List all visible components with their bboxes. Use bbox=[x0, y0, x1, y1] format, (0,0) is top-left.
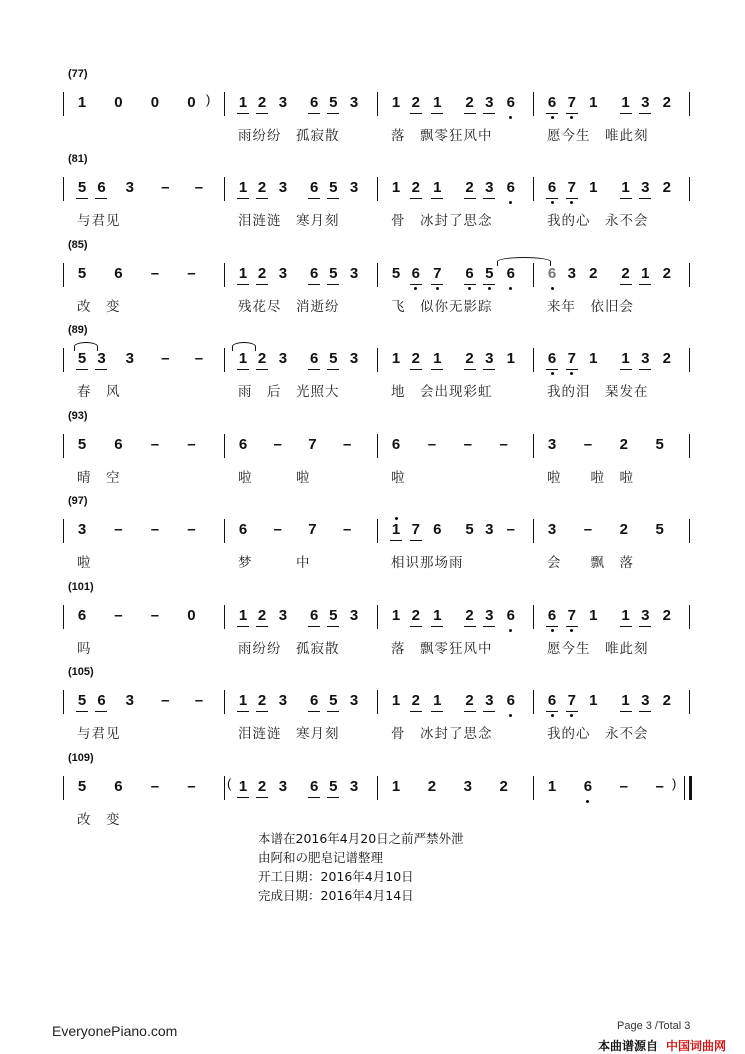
note: 1 bbox=[386, 521, 406, 538]
note: 1 bbox=[233, 692, 253, 709]
note: 2 bbox=[662, 94, 671, 111]
note: 2 bbox=[460, 692, 480, 709]
note: – bbox=[150, 778, 160, 795]
note: 2 bbox=[616, 265, 636, 282]
note: 5 bbox=[323, 692, 343, 709]
note: – bbox=[273, 521, 282, 538]
note: – bbox=[506, 521, 515, 538]
note: – bbox=[187, 521, 196, 538]
note: 5 bbox=[479, 265, 499, 282]
note: 3 bbox=[635, 350, 655, 367]
note: 2 bbox=[252, 179, 272, 196]
staff-system bbox=[0, 666, 745, 752]
staff-system bbox=[0, 752, 745, 838]
note: 1 bbox=[233, 350, 253, 367]
note: 2 bbox=[252, 265, 272, 282]
note: 2 bbox=[252, 692, 272, 709]
tie-slur bbox=[74, 342, 98, 351]
measure-number: (101) bbox=[68, 581, 94, 593]
barline bbox=[533, 605, 534, 629]
note: 0 bbox=[187, 607, 196, 624]
barline bbox=[63, 434, 64, 458]
barline bbox=[689, 519, 690, 543]
barline bbox=[689, 434, 690, 458]
note: 1 bbox=[427, 350, 447, 367]
note: 0 bbox=[150, 94, 160, 111]
note: 2 bbox=[460, 350, 480, 367]
note: 1 bbox=[589, 179, 598, 196]
barline bbox=[377, 690, 378, 714]
note: 6 bbox=[304, 778, 324, 795]
note: 5 bbox=[655, 436, 664, 453]
note: 6 bbox=[304, 94, 324, 111]
staff-system bbox=[0, 410, 745, 496]
note: 3 bbox=[278, 265, 288, 282]
barline bbox=[224, 690, 225, 714]
note: 3 bbox=[125, 179, 134, 196]
note: 6 bbox=[501, 692, 521, 709]
measure-number: (93) bbox=[68, 410, 88, 422]
note: 2 bbox=[662, 350, 671, 367]
barline bbox=[224, 177, 225, 201]
note: 2 bbox=[252, 778, 272, 795]
lyric-line: 我的心 永不会 bbox=[547, 213, 649, 229]
note: 3 bbox=[349, 265, 359, 282]
note: 5 bbox=[391, 265, 401, 282]
note: 3 bbox=[125, 350, 134, 367]
note: 3 bbox=[479, 607, 499, 624]
note-line-1: 本谱在2016年4月20日之前严禁外泄 bbox=[258, 831, 464, 846]
transcription-notes bbox=[258, 829, 464, 905]
note: 6 bbox=[114, 265, 123, 282]
staff-system bbox=[0, 153, 745, 239]
note-line-4: 完成日期：2016年4月14日 bbox=[258, 888, 414, 903]
note: – bbox=[150, 265, 160, 282]
note: 1 bbox=[233, 179, 253, 196]
note: 7 bbox=[562, 94, 582, 111]
lyric-line: 春 风 bbox=[77, 384, 121, 400]
note: 0 bbox=[187, 94, 196, 111]
lyric-line: 梦 中 bbox=[238, 555, 311, 571]
note: 5 bbox=[323, 350, 343, 367]
note: 6 bbox=[433, 521, 442, 538]
note: 2 bbox=[662, 265, 671, 282]
measure-number: (97) bbox=[68, 495, 88, 507]
note: 2 bbox=[460, 179, 480, 196]
tie-slur bbox=[497, 257, 551, 266]
lyric-line: 来年 依旧会 bbox=[547, 299, 634, 315]
footer-source-site: 中国词曲网 bbox=[666, 1039, 727, 1053]
note: 3 bbox=[567, 265, 576, 282]
note: 2 bbox=[589, 265, 598, 282]
note: 6 bbox=[501, 265, 521, 282]
lyric-line: 与君见 bbox=[77, 726, 121, 742]
lyric-line: 雨 后 光照大 bbox=[238, 384, 340, 400]
staff-system bbox=[0, 239, 745, 325]
lyric-line: 落 飘零狂风中 bbox=[391, 641, 493, 657]
barline bbox=[377, 434, 378, 458]
note: 6 bbox=[542, 350, 562, 367]
barline bbox=[533, 434, 534, 458]
lyric-line: 骨 冰封了思念 bbox=[391, 213, 493, 229]
barline bbox=[63, 605, 64, 629]
note: 6 bbox=[542, 265, 562, 282]
note: 6 bbox=[304, 350, 324, 367]
note: 3 bbox=[278, 778, 288, 795]
staff-system bbox=[0, 324, 745, 410]
note: – bbox=[161, 350, 170, 367]
lyric-line: 雨纷纷 孤寂散 bbox=[238, 128, 340, 144]
note: 3 bbox=[479, 179, 499, 196]
note: 3 bbox=[349, 692, 359, 709]
note: 1 bbox=[427, 179, 447, 196]
barline bbox=[533, 776, 534, 800]
barline bbox=[377, 92, 378, 116]
note: 2 bbox=[662, 692, 671, 709]
note: 3 bbox=[349, 350, 359, 367]
note: – bbox=[273, 436, 282, 453]
barline bbox=[377, 519, 378, 543]
barline bbox=[533, 690, 534, 714]
note: 3 bbox=[278, 692, 288, 709]
barline bbox=[224, 519, 225, 543]
note: – bbox=[114, 607, 123, 624]
note: – bbox=[342, 436, 352, 453]
lyric-line: 我的心 永不会 bbox=[547, 726, 649, 742]
note: 6 bbox=[542, 692, 562, 709]
note: 1 bbox=[589, 692, 598, 709]
note: 2 bbox=[427, 778, 437, 795]
note: 5 bbox=[72, 350, 92, 367]
lyric-line: 晴 空 bbox=[77, 470, 121, 486]
barline bbox=[224, 92, 225, 116]
note: 5 bbox=[323, 179, 343, 196]
lyric-line: 落 飘零狂风中 bbox=[391, 128, 493, 144]
barline bbox=[377, 177, 378, 201]
note: 1 bbox=[616, 607, 636, 624]
lyric-line: 残花尽 消逝纷 bbox=[238, 299, 340, 315]
staff-system bbox=[0, 68, 745, 154]
barline bbox=[63, 519, 64, 543]
barline bbox=[377, 348, 378, 372]
note: 7 bbox=[562, 350, 582, 367]
note: – bbox=[150, 521, 160, 538]
note: – bbox=[463, 436, 472, 453]
barline bbox=[533, 519, 534, 543]
lyric-line: 泪涟涟 寒月刻 bbox=[238, 213, 340, 229]
note: 3 bbox=[635, 607, 655, 624]
note: 3 bbox=[278, 607, 288, 624]
note: 1 bbox=[233, 94, 253, 111]
note: 6 bbox=[304, 179, 324, 196]
note: – bbox=[194, 692, 204, 709]
note: 7 bbox=[308, 436, 317, 453]
lyric-line: 泪涟涟 寒月刻 bbox=[238, 726, 340, 742]
barline bbox=[533, 263, 534, 287]
note: – bbox=[150, 607, 160, 624]
note-line-2: 由阿和の肥皂记谱整理 bbox=[258, 850, 384, 865]
note: 1 bbox=[547, 778, 557, 795]
note: 6 bbox=[238, 521, 248, 538]
barline bbox=[689, 177, 690, 201]
note: 1 bbox=[391, 778, 401, 795]
barline bbox=[533, 348, 534, 372]
note: 1 bbox=[616, 94, 636, 111]
note: 5 bbox=[72, 692, 92, 709]
note: 6 bbox=[501, 607, 521, 624]
note: 2 bbox=[499, 778, 508, 795]
note: 1 bbox=[616, 179, 636, 196]
note: 3 bbox=[125, 692, 134, 709]
note: – bbox=[619, 778, 628, 795]
footer-source-label: 本曲谱源自 bbox=[598, 1039, 659, 1053]
note: 2 bbox=[460, 94, 480, 111]
note: 6 bbox=[391, 436, 401, 453]
note: 2 bbox=[252, 94, 272, 111]
note: 2 bbox=[406, 179, 426, 196]
note: – bbox=[161, 692, 170, 709]
note: 3 bbox=[77, 521, 87, 538]
note: 0 bbox=[114, 94, 123, 111]
note: 3 bbox=[635, 179, 655, 196]
note: – bbox=[187, 265, 196, 282]
barline bbox=[689, 92, 690, 116]
note: 3 bbox=[547, 521, 557, 538]
note: 5 bbox=[77, 265, 87, 282]
note: – bbox=[194, 179, 204, 196]
barline bbox=[63, 92, 64, 116]
note: 5 bbox=[72, 179, 92, 196]
barline bbox=[533, 177, 534, 201]
note: 7 bbox=[427, 265, 447, 282]
note: 2 bbox=[252, 607, 272, 624]
barline bbox=[377, 776, 378, 800]
note: 6 bbox=[578, 778, 598, 795]
paren-close: ) bbox=[672, 776, 677, 791]
barline bbox=[224, 605, 225, 629]
footer-source bbox=[598, 1037, 726, 1054]
note: 6 bbox=[91, 179, 111, 196]
note: 6 bbox=[542, 179, 562, 196]
barline bbox=[224, 434, 225, 458]
note: 1 bbox=[391, 692, 401, 709]
barline bbox=[224, 776, 225, 800]
note: 1 bbox=[427, 692, 447, 709]
note: 1 bbox=[635, 265, 655, 282]
note: 5 bbox=[323, 265, 343, 282]
note: 7 bbox=[562, 179, 582, 196]
note: 1 bbox=[506, 350, 515, 367]
note: 5 bbox=[77, 778, 87, 795]
note: 7 bbox=[308, 521, 317, 538]
note: 2 bbox=[406, 692, 426, 709]
lyric-line: 愿今生 唯此刻 bbox=[547, 128, 649, 144]
barline bbox=[224, 263, 225, 287]
lyric-line: 地 会出现彩虹 bbox=[391, 384, 493, 400]
note: 3 bbox=[278, 94, 288, 111]
note: 1 bbox=[233, 607, 253, 624]
note: 3 bbox=[479, 350, 499, 367]
measure-number: (85) bbox=[68, 239, 88, 251]
note: 7 bbox=[562, 692, 582, 709]
note: 3 bbox=[479, 94, 499, 111]
note: 6 bbox=[304, 692, 324, 709]
note: 1 bbox=[427, 94, 447, 111]
paren-close: ) bbox=[206, 92, 211, 107]
note: 2 bbox=[619, 521, 628, 538]
lyric-line: 改 变 bbox=[77, 812, 121, 828]
measure-number: (105) bbox=[68, 666, 94, 678]
note: 5 bbox=[655, 521, 664, 538]
note: 3 bbox=[349, 607, 359, 624]
lyric-line: 啦 啦 bbox=[238, 470, 311, 486]
note: 1 bbox=[427, 607, 447, 624]
note: 1 bbox=[616, 350, 636, 367]
note: – bbox=[150, 436, 160, 453]
note: 5 bbox=[323, 94, 343, 111]
note: – bbox=[583, 436, 593, 453]
lyric-line: 啦 bbox=[391, 470, 406, 486]
barline bbox=[63, 177, 64, 201]
note: 3 bbox=[485, 521, 494, 538]
note: 6 bbox=[542, 607, 562, 624]
note: 1 bbox=[391, 94, 401, 111]
note: 2 bbox=[406, 94, 426, 111]
footer-page-number: Page 3 /Total 3 bbox=[617, 1020, 691, 1032]
note: – bbox=[161, 179, 170, 196]
staff-system bbox=[0, 495, 745, 581]
barline bbox=[63, 348, 64, 372]
note: 1 bbox=[391, 350, 401, 367]
note: – bbox=[655, 778, 664, 795]
note: 1 bbox=[233, 778, 253, 795]
lyric-line: 与君见 bbox=[77, 213, 121, 229]
note: 3 bbox=[349, 179, 359, 196]
note: 3 bbox=[635, 94, 655, 111]
barline bbox=[377, 263, 378, 287]
note: – bbox=[342, 521, 352, 538]
lyric-line: 啦 bbox=[77, 555, 92, 571]
barline bbox=[689, 690, 690, 714]
note: – bbox=[114, 521, 123, 538]
note: 7 bbox=[562, 607, 582, 624]
note: – bbox=[194, 350, 204, 367]
note: 6 bbox=[304, 607, 324, 624]
note: 1 bbox=[391, 607, 401, 624]
note: 6 bbox=[542, 94, 562, 111]
note: 1 bbox=[589, 607, 598, 624]
note: 6 bbox=[77, 607, 87, 624]
barline bbox=[689, 776, 692, 800]
barline bbox=[533, 92, 534, 116]
footer-site-name: EveryonePiano.com bbox=[52, 1023, 178, 1039]
note: – bbox=[187, 436, 196, 453]
lyric-line: 骨 冰封了思念 bbox=[391, 726, 493, 742]
lyric-line: 我的泪 琹发在 bbox=[547, 384, 649, 400]
note: 1 bbox=[77, 94, 87, 111]
note: – bbox=[427, 436, 437, 453]
barline bbox=[684, 776, 685, 800]
note: 6 bbox=[114, 436, 123, 453]
note: 6 bbox=[406, 265, 426, 282]
barline bbox=[63, 776, 64, 800]
lyric-line: 啦 啦 啦 bbox=[547, 470, 634, 486]
lyric-line: 愿今生 唯此刻 bbox=[547, 641, 649, 657]
note: 5 bbox=[465, 521, 474, 538]
note: 2 bbox=[619, 436, 628, 453]
barline bbox=[224, 348, 225, 372]
note: 1 bbox=[391, 179, 401, 196]
measure-number: (77) bbox=[68, 68, 88, 80]
note: 3 bbox=[91, 350, 111, 367]
note: 2 bbox=[406, 607, 426, 624]
note: 5 bbox=[323, 607, 343, 624]
note: 3 bbox=[349, 778, 359, 795]
note: 2 bbox=[460, 607, 480, 624]
note: 3 bbox=[479, 692, 499, 709]
note: 6 bbox=[91, 692, 111, 709]
note: 6 bbox=[114, 778, 123, 795]
note: 6 bbox=[501, 94, 521, 111]
note: 1 bbox=[616, 692, 636, 709]
lyric-line: 飞 似你无影踪 bbox=[391, 299, 493, 315]
note: 6 bbox=[304, 265, 324, 282]
note: 6 bbox=[501, 179, 521, 196]
staff-system bbox=[0, 581, 745, 667]
barline bbox=[63, 263, 64, 287]
note: 2 bbox=[406, 350, 426, 367]
note: 2 bbox=[252, 350, 272, 367]
barline bbox=[377, 605, 378, 629]
note: 1 bbox=[589, 94, 598, 111]
lyric-line: 会 飘 落 bbox=[547, 555, 634, 571]
note: 6 bbox=[460, 265, 480, 282]
note: – bbox=[583, 521, 593, 538]
note: 3 bbox=[547, 436, 557, 453]
tie-slur bbox=[232, 342, 256, 351]
note: 2 bbox=[662, 179, 671, 196]
note: 7 bbox=[406, 521, 426, 538]
note: 5 bbox=[77, 436, 87, 453]
note-line-3: 开工日期：2016年4月10日 bbox=[258, 869, 414, 884]
lyric-line: 雨纷纷 孤寂散 bbox=[238, 641, 340, 657]
note: 3 bbox=[349, 94, 359, 111]
note: 5 bbox=[323, 778, 343, 795]
note: 3 bbox=[463, 778, 472, 795]
lyric-line: 改 变 bbox=[77, 299, 121, 315]
note: 3 bbox=[278, 179, 288, 196]
note: 1 bbox=[233, 265, 253, 282]
note: 2 bbox=[662, 607, 671, 624]
measure-number: (81) bbox=[68, 153, 88, 165]
barline bbox=[689, 348, 690, 372]
lyric-line: 吗 bbox=[77, 641, 92, 657]
lyric-line: 相识那场雨 bbox=[391, 555, 464, 571]
note: 6 bbox=[238, 436, 248, 453]
note: – bbox=[187, 778, 196, 795]
note: 1 bbox=[589, 350, 598, 367]
measure-number: (89) bbox=[68, 324, 88, 336]
measure-number: (109) bbox=[68, 752, 94, 764]
note: 3 bbox=[635, 692, 655, 709]
barline bbox=[689, 605, 690, 629]
note: – bbox=[499, 436, 508, 453]
barline bbox=[63, 690, 64, 714]
paren-open: ( bbox=[227, 776, 232, 791]
note: 3 bbox=[278, 350, 288, 367]
barline bbox=[689, 263, 690, 287]
